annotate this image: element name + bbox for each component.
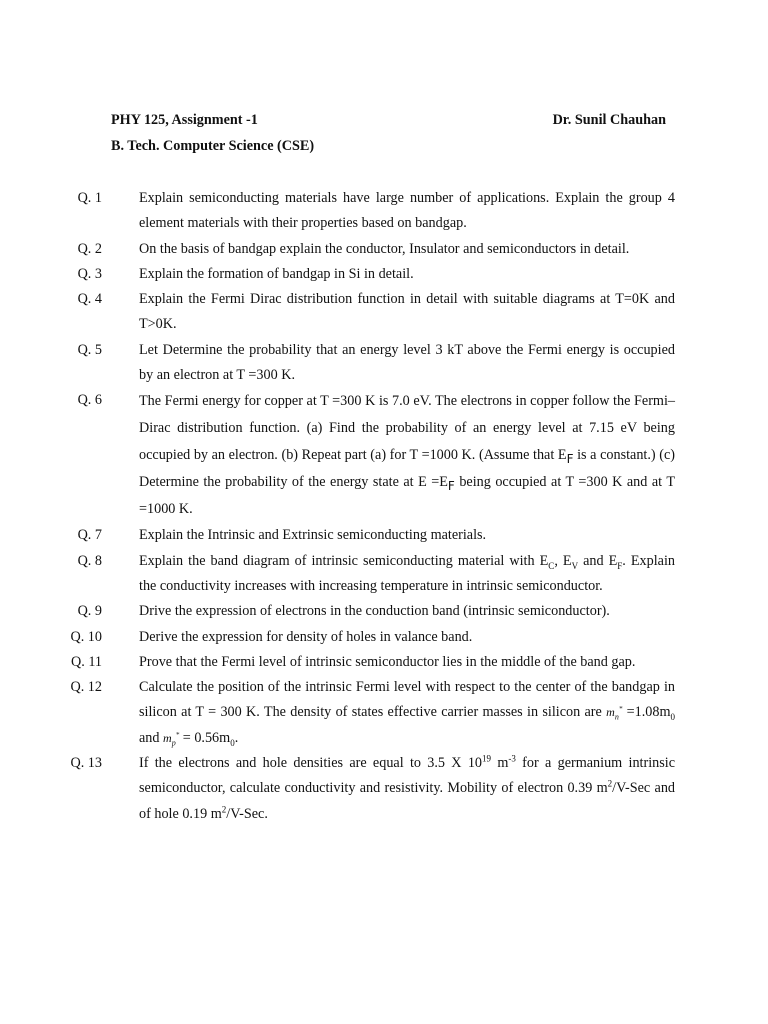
text-segment: Calculate the position of the intrinsic Fermi level with respect to the center of the bandgap in silicon at T = 300 K. The density of states effective carrier masses in silicon are	[139, 679, 675, 721]
question-9	[0, 599, 768, 624]
question-text	[139, 388, 675, 523]
text-segment: =1.08m	[622, 704, 671, 721]
question-1	[0, 186, 768, 237]
question-6	[0, 388, 768, 523]
text-segment: is a constant.) (c) Determine the probability of the energy state at E =E	[139, 447, 675, 491]
program-name: B. Tech. Computer Science (CSE)	[111, 138, 315, 154]
subscript: V	[571, 560, 579, 571]
question-number: Q. 2	[77, 240, 102, 257]
question-text	[139, 549, 675, 600]
question-number: Q. 13	[70, 755, 102, 772]
text-segment: /V-Sec.	[226, 805, 268, 822]
subscript: F	[617, 560, 623, 571]
question-number: Q. 8	[77, 552, 102, 569]
question-text: Explain the Fermi Dirac distribution function in detail with suitable diagrams at T=0K and T>0K.	[139, 291, 675, 333]
electron-mass-symbol: $m_n^*$	[606, 705, 623, 722]
question-number: Q. 3	[77, 265, 102, 282]
question-number: Q. 12	[70, 679, 102, 696]
text-segment: Explain the band diagram of intrinsic semiconducting material with E	[139, 552, 549, 569]
question-text: Explain semiconducting materials have large number of applications. Explain the group 4 element materials with their properties based on bandgap.	[139, 190, 675, 232]
question-text: Explain the formation of bandgap in Si in detail.	[139, 265, 414, 282]
text-segment: m	[491, 755, 509, 772]
question-number: Q. 6	[77, 392, 102, 409]
superscript: 2	[607, 778, 613, 789]
question-4	[0, 287, 768, 338]
question-text	[139, 751, 675, 827]
text-segment: The Fermi energy for copper at T =300 K is 7.0 eV. The electrons in copper follow the Fermi–Dirac distribution function. (a) Find the probability of an energy level at 7.15 eV being occupied by an electron. (b) Repeat part (a) for T =1000 K. (Assume that E	[139, 393, 675, 464]
superscript: 19	[482, 753, 492, 764]
text-segment: and E	[578, 552, 618, 569]
text-segment: .	[234, 729, 239, 746]
question-text: Drive the expression of electrons in the conduction band (intrinsic semiconductor).	[139, 603, 610, 620]
question-number: Q. 10	[70, 628, 102, 645]
question-number: Q. 4	[77, 291, 102, 308]
question-text: Let Determine the probability that an energy level 3 kT above the Fermi energy is occupied by an electron at T =300 K.	[139, 341, 675, 384]
subscript: 0	[670, 712, 675, 723]
text-segment: /V-Sec and of hole 0.19 m	[139, 780, 676, 822]
subscript: F	[447, 479, 455, 494]
question-list	[0, 186, 768, 827]
hole-mass-symbol: $m_p^*$	[163, 730, 180, 748]
text-segment: and	[139, 729, 164, 746]
question-text: On the basis of bandgap explain the conductor, Insulator and semiconductors in detail.	[139, 240, 630, 257]
text-segment: for a germanium intrinsic semiconductor, calculate conductivity and resistivity. Mobility of electron 0.39 m	[139, 755, 676, 797]
superscript: -3	[508, 753, 516, 764]
question-5	[0, 338, 768, 389]
question-text	[139, 675, 675, 751]
question-12	[0, 675, 768, 751]
question-number: Q. 7	[77, 527, 102, 544]
text-segment: being occupied at T =300 K and at T =1000 K.	[139, 474, 675, 518]
question-text: Explain the Intrinsic and Extrinsic semiconducting materials.	[139, 527, 487, 544]
question-7	[0, 523, 768, 548]
question-11	[0, 650, 768, 675]
question-text: Prove that the Fermi level of intrinsic semiconductor lies in the middle of the band gap.	[139, 653, 636, 670]
subscript: 0	[230, 737, 235, 748]
question-number: Q. 1	[77, 190, 102, 206]
question-number: Q. 5	[77, 341, 102, 358]
text-segment: , E	[554, 552, 572, 569]
text-segment: = 0.56m	[179, 729, 231, 746]
question-number: Q. 9	[77, 603, 102, 620]
text-segment: . Explain the conductivity increases with increasing temperature in intrinsic semiconductor.	[139, 552, 675, 594]
question-8	[0, 549, 768, 600]
instructor-name: Dr. Sunil Chauhan	[552, 112, 666, 128]
question-number: Q. 11	[70, 653, 102, 670]
question-3	[0, 262, 768, 287]
superscript: 2	[221, 803, 227, 814]
question-text: Derive the expression for density of holes in valance band.	[139, 628, 473, 645]
question-10	[0, 625, 768, 650]
text-segment: If the electrons and hole densities are equal to 3.5 X 10	[139, 755, 483, 772]
course-title: PHY 125, Assignment -1	[111, 112, 258, 128]
subscript: F	[566, 452, 574, 467]
question-2	[0, 237, 768, 262]
subscript: C	[548, 560, 555, 571]
question-13	[0, 751, 768, 827]
